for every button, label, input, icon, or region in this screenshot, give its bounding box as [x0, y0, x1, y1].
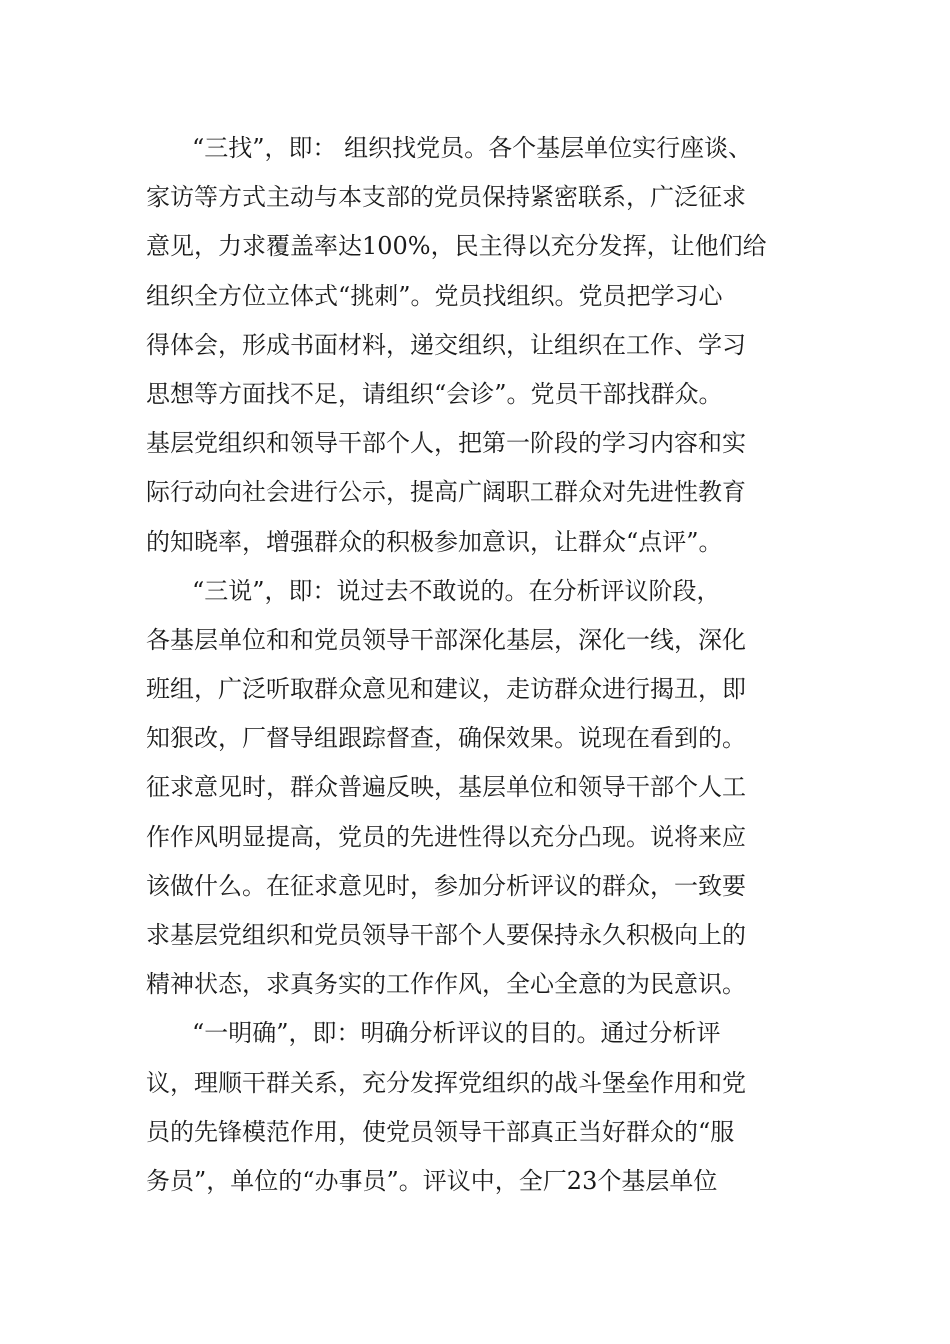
paragraph-line: 意见，力求覆盖率达100%，民主得以充分发挥，让他们给 [146, 232, 767, 261]
paragraph-line: 际行动向社会进行公示，提高广阔职工群众对先进性教育 [146, 478, 746, 507]
paragraph-line: 精神状态，求真务实的工作作风，全心全意的为民意识。 [146, 970, 746, 999]
paragraph-line: 各基层单位和和党员领导干部深化基层，深化一线，深化 [146, 625, 746, 654]
paragraph-line: 组织全方位立体式“挑刺”。党员找组织。党员把学习心 [146, 281, 723, 310]
paragraph-line: 基层党组织和领导干部个人，把第一阶段的学习内容和实 [146, 429, 746, 458]
paragraph-line: 员的先锋模范作用，使党员领导干部真正当好群众的“服 [146, 1117, 735, 1146]
paragraph-line: 该做什么。在征求意见时，参加分析评议的群众，一致要 [146, 871, 746, 900]
paragraph-line: 得体会，形成书面材料，递交组织，让组织在工作、学习 [146, 330, 746, 359]
paragraph-line: “三找”，即： 组织找党员。各个基层单位实行座谈、 [192, 134, 753, 162]
paragraph-line: 务员”，单位的“办事员”。评议中，全厂23个基层单位 [146, 1166, 718, 1195]
paragraph-line: 知狠改，厂督导组跟踪督查，确保效果。说现在看到的。 [146, 724, 746, 753]
paragraph-line: 议，理顺干群关系，充分发挥党组织的战斗堡垒作用和党 [146, 1068, 746, 1097]
paragraph-line: 思想等方面找不足，请组织“会诊”。党员干部找群众。 [146, 379, 723, 408]
paragraph-line: 家访等方式主动与本支部的党员保持紧密联系，广泛征求 [146, 183, 746, 212]
paragraph-line: 作作风明显提高，党员的先进性得以充分凸现。说将来应 [146, 822, 746, 851]
paragraph-line: “一明确”，即：明确分析评议的目的。通过分析评 [192, 1019, 721, 1048]
paragraph-line: “三说”，即：说过去不敢说的。在分析评议阶段， [192, 576, 721, 605]
paragraph-line: 征求意见时，群众普遍反映，基层单位和领导干部个人工 [146, 773, 746, 802]
paragraph-line: 求基层党组织和党员领导干部个人要保持永久积极向上的 [146, 921, 746, 949]
paragraph-line: 的知晓率，增强群众的积极参加意识，让群众“点评”。 [146, 527, 723, 556]
paragraph-line: 班组，广泛听取群众意见和建议，走访群众进行揭丑，即 [146, 675, 746, 704]
document-body [146, 124, 810, 1206]
